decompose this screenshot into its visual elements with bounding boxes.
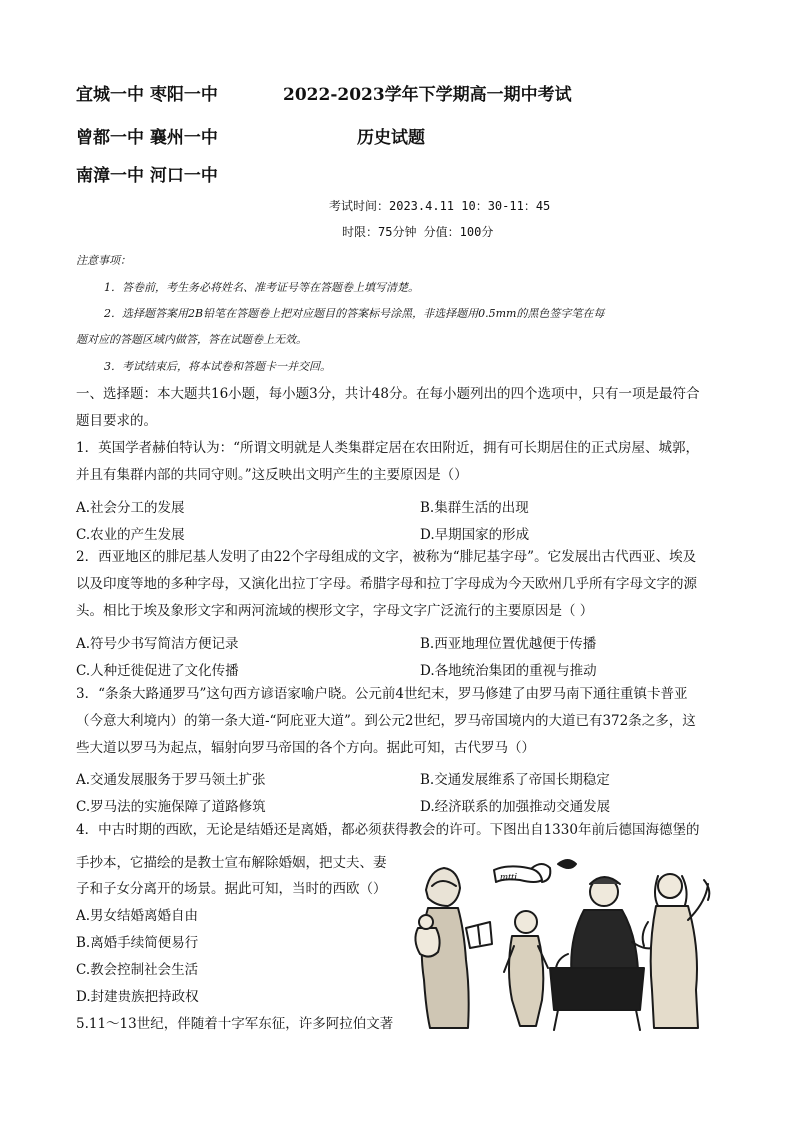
exam-time: 考试时间：2023.4.11 10：30-11：45 <box>329 199 551 213</box>
question-stem: 并且有集群内部的共同守则。”这反映出文明产生的主要原因是（） <box>76 467 468 483</box>
question-stem: 头。相比于埃及象形文字和两河流域的楔形文字，字母文字广泛流行的主要原因是（ ） <box>76 603 594 619</box>
subject-title: 历史试题 <box>357 128 425 148</box>
option-d: D.早期国家的形成 <box>420 527 530 543</box>
question-stem: （今意大利境内）的第一条大道-“阿庇亚大道”。到公元2世纪，罗马帝国境内的大道已有372条之多，这 <box>76 713 696 729</box>
option-a: A.社会分工的发展 <box>76 500 185 516</box>
scroll-inscription: mtti <box>500 871 518 883</box>
option-b: B.西亚地理位置优越便于传播 <box>420 636 597 652</box>
option-b: B.集群生活的出现 <box>420 500 529 516</box>
option-d: D.封建贵族把持政权 <box>76 989 199 1005</box>
question-stem: 手抄本，它描绘的是教士宣布解除婚姻，把丈夫、妻 <box>76 855 387 871</box>
question-stem: 4．中古时期的西欧，无论是结婚还是离婚，都必须获得教会的许可。下图出自1330年前后德国海德堡的 <box>76 822 700 838</box>
option-a: A.符号少书写简洁方便记录 <box>76 636 239 652</box>
question-stem: 以及印度等地的多种字母，又演化出拉丁字母。希腊字母和拉丁字母成为今天欧州几乎所有字母文字的源 <box>76 576 697 592</box>
notice-item: 1．答卷前，考生务必将姓名、准考证号等在答题卷上填写清楚。 <box>104 281 419 294</box>
question-stem: 3．“条条大路通罗马”这句西方谚语家喻户晓。公元前4世纪末，罗马修建了由罗马南下通往重镇卡普亚 <box>76 686 688 702</box>
option-d: D.经济联系的加强推动交通发展 <box>420 799 611 815</box>
schools-row-1: 宜城一中 枣阳一中 <box>76 85 218 105</box>
option-b: B.离婚手续简便易行 <box>76 935 199 951</box>
option-c: C.教会控制社会生活 <box>76 962 199 978</box>
option-d: D.各地统治集团的重视与推动 <box>420 663 597 679</box>
option-a: A.男女结婚离婚自由 <box>76 908 199 924</box>
duration-score: 时限：75分钟 分值：100分 <box>342 225 494 239</box>
exam-title: 2022-2023学年下学期高一期中考试 <box>283 85 572 105</box>
question-stem: 1．英国学者赫伯特认为：“所谓文明就是人类集群定居在农田附近，拥有可长期居住的正式房屋、城郭， <box>76 440 699 456</box>
manuscript-illustration <box>408 850 724 1032</box>
question-stem: 子和子女分离开的场景。据此可知，当时的西欧（） <box>76 881 387 897</box>
notice-item: 题对应的答题区域内做答，答在试题卷上无效。 <box>76 333 307 346</box>
option-b: B.交通发展维系了帝国长期稳定 <box>420 772 610 788</box>
option-c: C.农业的产生发展 <box>76 527 185 543</box>
notice-item: 2．选择题答案用2B铅笔在答题卷上把对应题目的答案标号涂黑，非选择题用0.5mm的黑色签字笔在每 <box>104 307 605 320</box>
section-heading-cont: 题目要求的。 <box>76 413 157 429</box>
notice-item: 3．考试结束后，将本试卷和答题卡一并交回。 <box>104 360 331 373</box>
question-stem: 些大道以罗马为起点，辐射向罗马帝国的各个方向。据此可知，古代罗马（） <box>76 740 535 756</box>
option-c: C.人种迁徙促进了文化传播 <box>76 663 239 679</box>
schools-row-2: 曾都一中 襄州一中 <box>76 128 218 148</box>
question-stem: 5.11～13世纪，伴随着十字军东征，许多阿拉伯文著 <box>76 1016 394 1032</box>
option-c: C.罗马法的实施保障了道路修筑 <box>76 799 266 815</box>
schools-row-3: 南漳一中 河口一中 <box>76 166 218 186</box>
option-a: A.交通发展服务于罗马领土扩张 <box>76 772 266 788</box>
question-stem: 2．西亚地区的腓尼基人发明了由22个字母组成的文字，被称为“腓尼基字母”。它发展出古代西亚、埃及 <box>76 549 697 565</box>
notice-title: 注意事项： <box>76 254 131 267</box>
section-heading: 一、选择题：本大题共16小题，每小题3分，共计48分。在每小题列出的四个选项中，只有一项是最符合 <box>76 386 700 402</box>
